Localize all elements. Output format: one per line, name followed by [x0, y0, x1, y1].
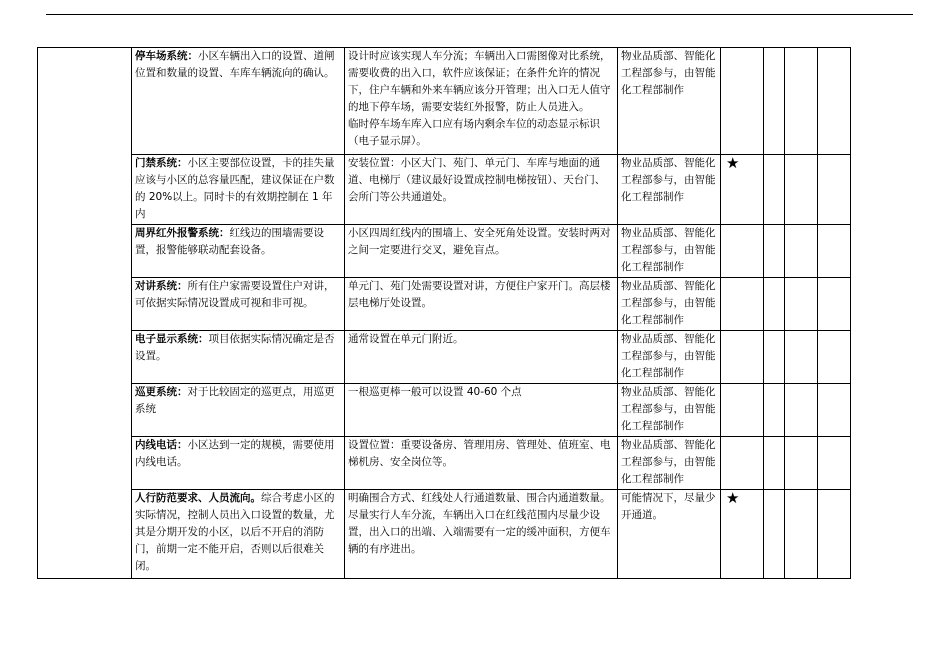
blank-cell [818, 437, 851, 490]
mark-cell [721, 331, 764, 384]
item-name: 周界红外报警系统： [135, 227, 230, 239]
item-cell [132, 48, 345, 155]
requirement-cell [345, 490, 618, 579]
department-cell [618, 155, 721, 225]
department-cell [618, 278, 721, 331]
mark-cell [721, 48, 764, 155]
department-cell [618, 437, 721, 490]
department-text: 物业品质部、智能化工程部参与，由智能化工程部制作 [621, 157, 716, 203]
table-row [38, 225, 851, 278]
requirement-text: 明确围合方式、红线处人行通道数量、围合内通道数量。尽量实行人车分流，车辆出入口在红线范围内尽量少设置，出入口的出端、入端需要有一定的缓冲面积，方便车辆的有序进出。 [348, 492, 611, 555]
item-cell [132, 437, 345, 490]
requirement-text: 安装位置：小区大门、苑门、单元门、车库与地面的通道、电梯厅（建议最好设置成控制电梯按钮）、天台门、会所门等公共通道处。 [348, 157, 606, 203]
blank-cell [785, 155, 818, 225]
department-cell [618, 331, 721, 384]
item-cell [132, 155, 345, 225]
requirement-cell [345, 437, 618, 490]
item-cell [132, 278, 345, 331]
department-cell [618, 384, 721, 437]
blank-cell [818, 278, 851, 331]
department-text: 物业品质部、智能化工程部参与，由智能化工程部制作 [621, 50, 716, 96]
item-cell [132, 490, 345, 579]
department-text: 物业品质部、智能化工程部参与，由智能化工程部制作 [621, 439, 716, 485]
requirement-text: 小区四周红线内的围墙上、安全死角处设置。安装时两对之间一定要进行交叉，避免盲点。 [348, 227, 611, 256]
requirement-cell [345, 278, 618, 331]
star-icon: ★ [726, 154, 740, 172]
item-description: 项目依据实际情况确定是否设置。 [135, 333, 335, 362]
item-description: 小区达到一定的规模，需要使用内线电话。 [135, 439, 335, 468]
blank-cell [764, 48, 785, 155]
blank-cell [785, 384, 818, 437]
item-cell [132, 331, 345, 384]
security-systems-table [37, 47, 851, 579]
blank-cell [764, 384, 785, 437]
mark-cell [721, 278, 764, 331]
requirement-cell [345, 331, 618, 384]
blank-cell [764, 490, 785, 579]
mark-cell [721, 225, 764, 278]
blank-cell [785, 48, 818, 155]
item-description: 小区主要部位设置，卡的挂失量应该与小区的总容量匹配，建议保证在户数的 20%以上。同时卡的有效期控制在 1 年内 [135, 157, 335, 220]
requirement-text: 通常设置在单元门附近。 [348, 333, 464, 345]
blank-cell [785, 278, 818, 331]
requirement-text: 单元门、苑门处需要设置对讲，方便住户家开门。高层楼层电梯厅处设置。 [348, 280, 611, 309]
requirement-cell [345, 225, 618, 278]
blank-cell [764, 331, 785, 384]
blank-cell [818, 225, 851, 278]
department-text: 物业品质部、智能化工程部参与，由智能化工程部制作 [621, 333, 716, 379]
blank-cell [818, 331, 851, 384]
item-description: 对于比较固定的巡更点，用巡更系统 [135, 386, 335, 415]
item-name: 内线电话： [135, 439, 188, 451]
table-row [38, 437, 851, 490]
blank-cell [785, 225, 818, 278]
item-name: 巡更系统： [135, 386, 188, 398]
table-row [38, 48, 851, 155]
department-text: 物业品质部、智能化工程部参与，由智能化工程部制作 [621, 227, 716, 273]
item-name: 人行防范要求、人员流向。 [135, 492, 261, 504]
category-cell [38, 48, 132, 579]
requirement-text: 一根巡更棒一般可以设置 40-60 个点 [348, 386, 522, 398]
blank-cell [764, 278, 785, 331]
requirement-cell [345, 384, 618, 437]
department-text: 物业品质部、智能化工程部参与，由智能化工程部制作 [621, 280, 716, 326]
item-cell [132, 384, 345, 437]
blank-cell [785, 490, 818, 579]
department-text: 物业品质部、智能化工程部参与，由智能化工程部制作 [621, 386, 716, 432]
department-cell [618, 48, 721, 155]
requirement-text: 设置位置：重要设备房、管理用房、管理处、值班室、电梯机房、安全岗位等。 [348, 439, 611, 468]
item-name: 门禁系统： [135, 157, 188, 169]
mark-cell [721, 490, 764, 579]
blank-cell [764, 437, 785, 490]
table-row [38, 490, 851, 579]
mark-cell [721, 437, 764, 490]
mark-cell [721, 384, 764, 437]
department-cell [618, 490, 721, 579]
table-row [38, 155, 851, 225]
department-cell [618, 225, 721, 278]
item-name: 电子显示系统： [135, 333, 209, 345]
item-description: 所有住户家需要设置住户对讲，可依据实际情况设置成可视和非可视。 [135, 280, 335, 309]
mark-cell [721, 155, 764, 225]
blank-cell [785, 331, 818, 384]
item-name: 停车场系统： [135, 50, 198, 62]
table-row [38, 384, 851, 437]
blank-cell [818, 384, 851, 437]
item-description: 红线边的围墙需要设置，报警能够联动配套设备。 [135, 227, 324, 256]
blank-cell [764, 225, 785, 278]
blank-cell [764, 155, 785, 225]
blank-cell [818, 155, 851, 225]
requirement-cell [345, 48, 618, 155]
item-cell [132, 225, 345, 278]
item-description: 小区车辆出入口的设置、道闸位置和数量的设置、车库车辆流向的确认。 [135, 50, 335, 79]
department-text: 可能情况下，尽量少开通道。 [621, 492, 716, 521]
header-rule [46, 14, 913, 15]
requirement-text: 设计时应该实现人车分流；车辆出入口需图像对比系统，需要收费的出入口，软件应该保证；在条件允许的情况下，住户车辆和外来车辆应该分开管理；出入口无人值守的地下停车场，需要安装红外报警，防止人员进入。 临时停车场车库入口应有场内剩余车位的动态显示标识（电子显示屏）。 [348, 50, 611, 147]
item-name: 对讲系统： [135, 280, 188, 292]
requirement-cell [345, 155, 618, 225]
blank-cell [785, 437, 818, 490]
blank-cell [818, 48, 851, 155]
item-description: 综合考虑小区的实际情况，控制人员出入口设置的数量，尤其是分期开发的小区，以后不开启的消防门，前期一定不能开启，否则以后很难关闭。 [135, 492, 335, 572]
blank-cell [818, 490, 851, 579]
table-row [38, 278, 851, 331]
table-row [38, 331, 851, 384]
star-icon: ★ [726, 489, 740, 507]
